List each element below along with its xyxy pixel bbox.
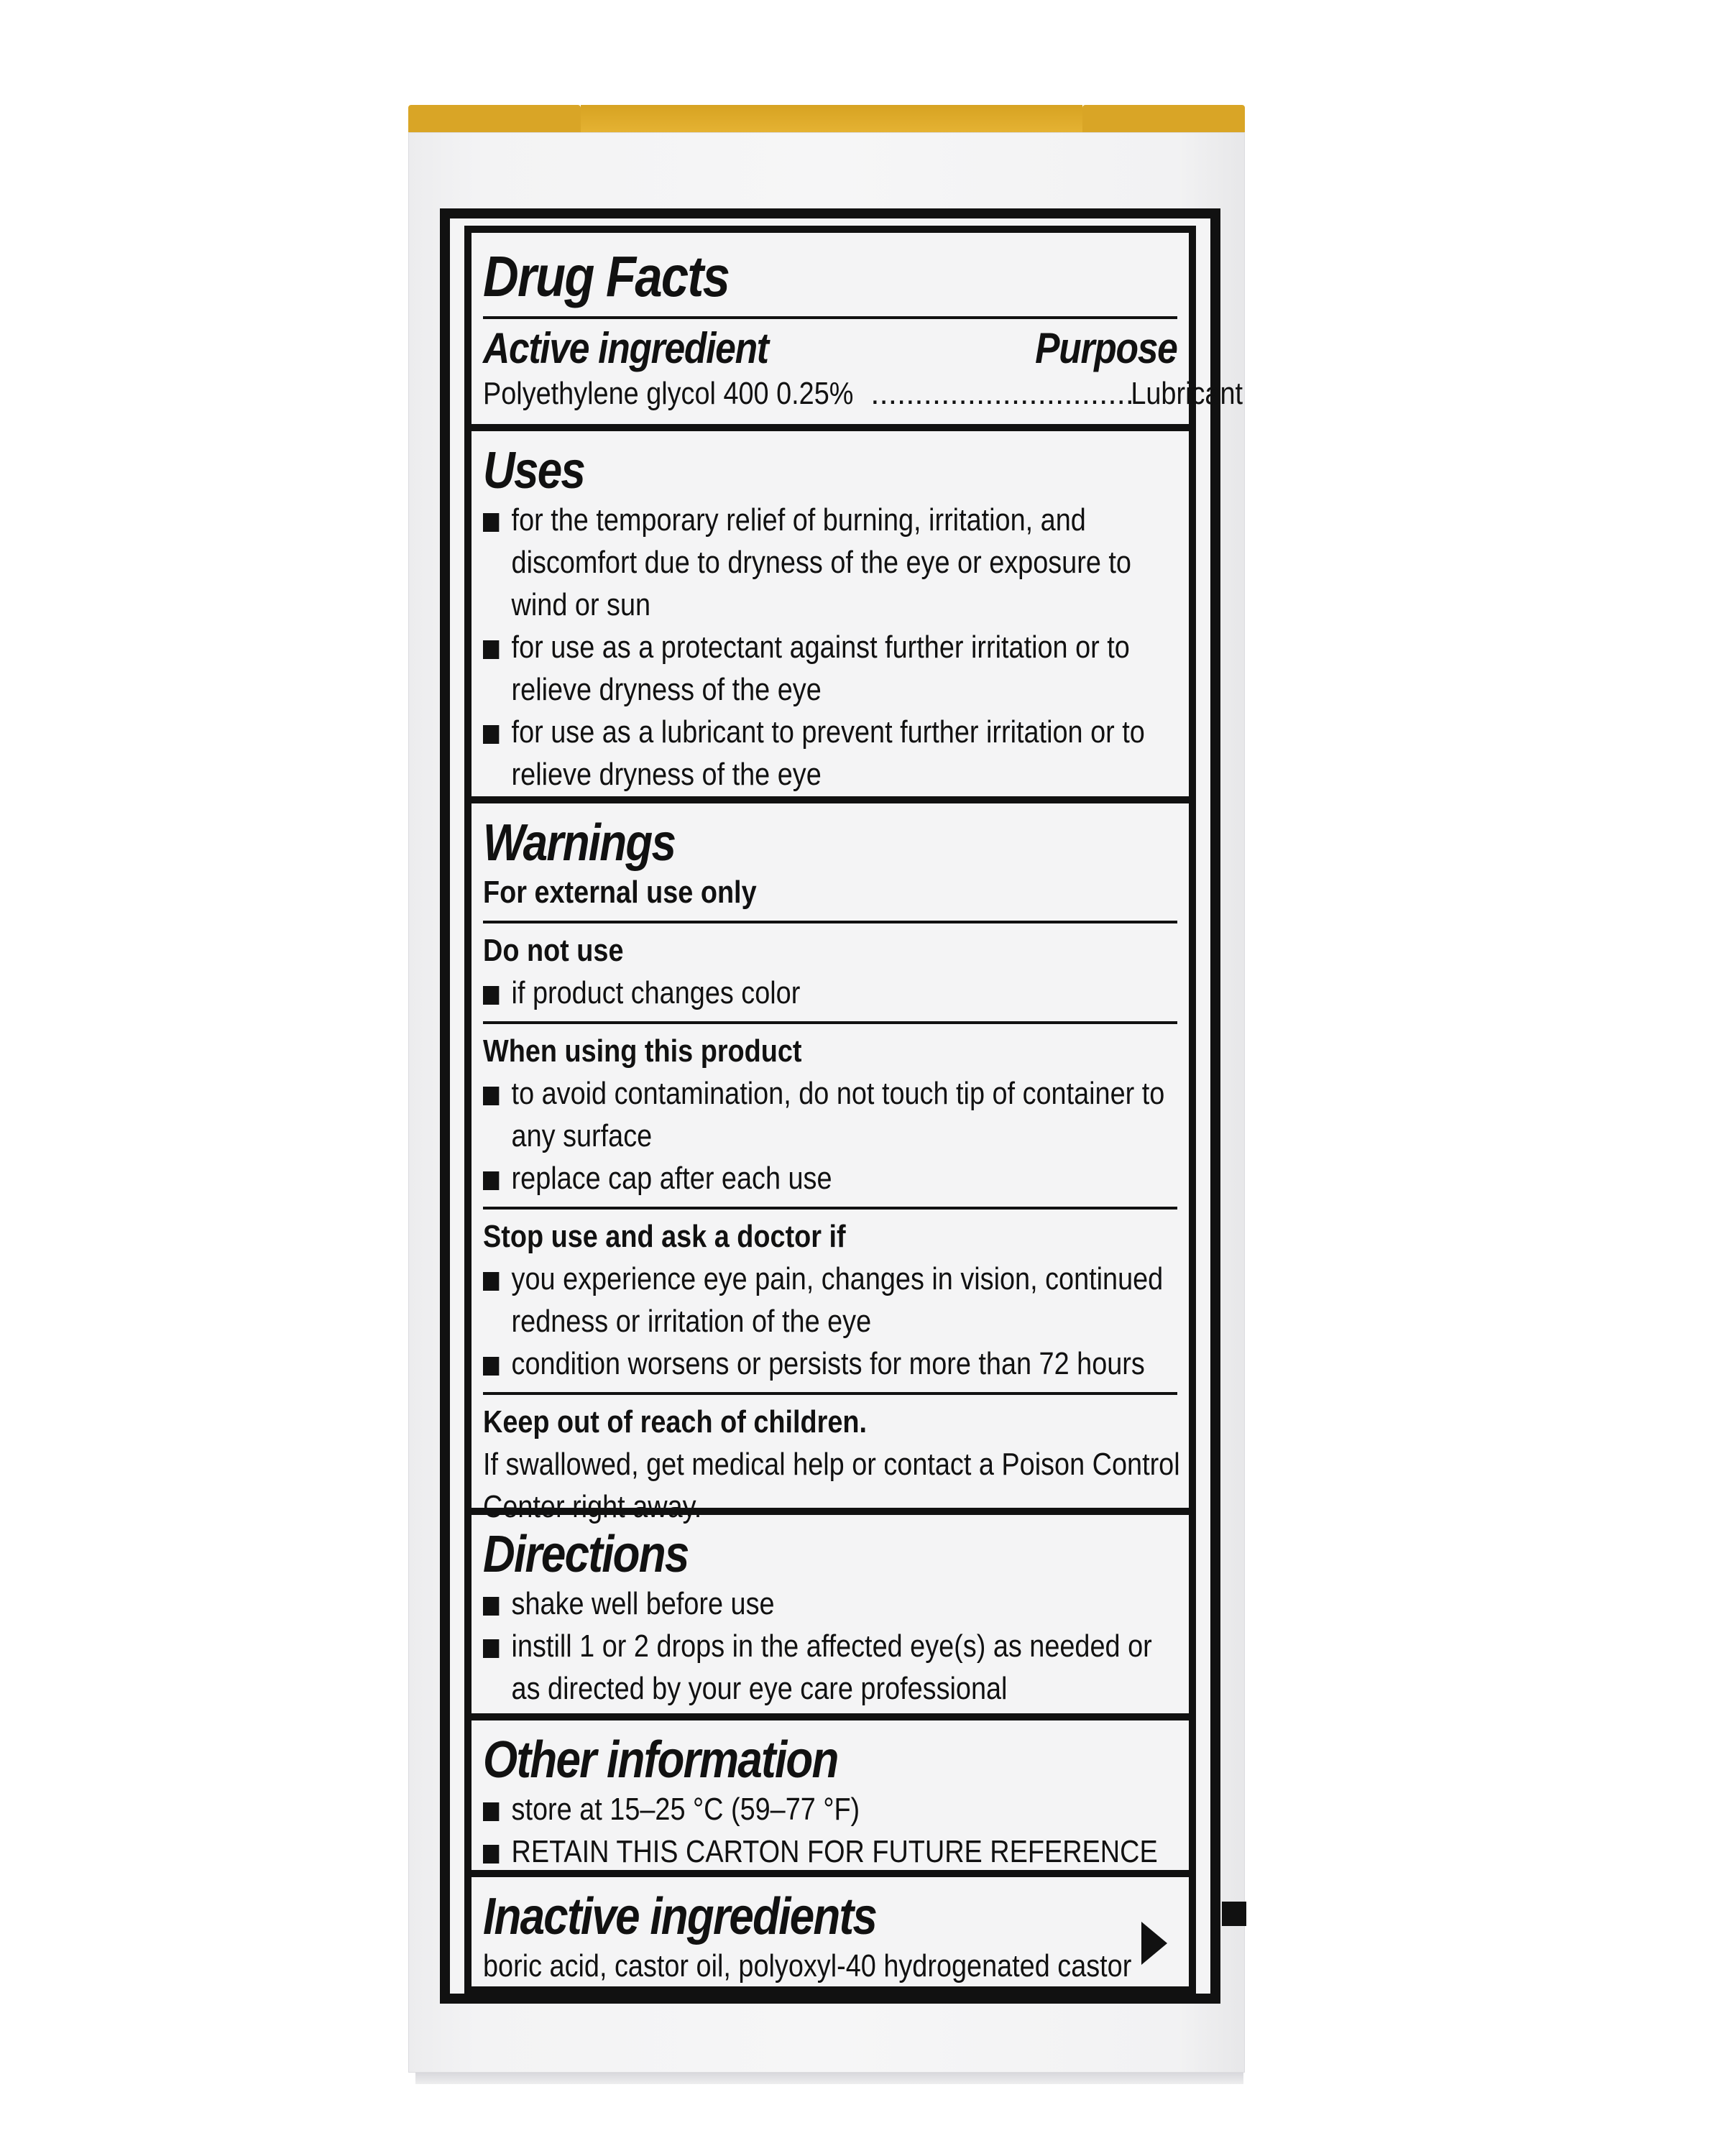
uses-list: [483, 499, 1177, 796]
inactive-ingredients-section: [464, 1870, 1196, 1994]
other-information-section: [464, 1713, 1196, 1877]
drug-facts-title: Drug Facts: [483, 244, 730, 308]
carton-top-flap-left: [408, 105, 581, 132]
divider: [483, 921, 1177, 923]
list-item: for use as a protectant against further irritation or to: [483, 626, 1080, 668]
list-item: shake well before use: [483, 1583, 1080, 1625]
list-item-continued: any surface: [511, 1118, 653, 1153]
list-item: RETAIN THIS CARTON FOR FUTURE REFERENCE: [483, 1830, 1080, 1873]
do-not-use-heading: Do not use: [483, 933, 624, 968]
list-item: you experience eye pain, changes in vision, continued: [483, 1258, 1080, 1300]
divider: [483, 1207, 1177, 1210]
list-item-continued: relieve dryness of the eye: [511, 757, 822, 792]
when-using-heading: When using this product: [483, 1033, 802, 1069]
registration-mark: [1222, 1902, 1246, 1926]
inactive-ingredients-heading: Inactive ingredients: [483, 1888, 877, 1945]
uses-section: [464, 424, 1196, 803]
list-item: to avoid contamination, do not touch tip of container to: [483, 1072, 1080, 1115]
active-ingredient-row: [483, 372, 1243, 415]
list-item: replace cap after each use: [483, 1157, 1080, 1199]
active-ingredient-header-row: [483, 325, 1177, 372]
carton-top-flap-right: [1082, 105, 1245, 132]
active-ingredient-name: Polyethylene glycol 400 0.25%: [483, 376, 854, 411]
list-item: instill 1 or 2 drops in the affected eye(s) as needed or: [483, 1625, 1080, 1667]
other-information-heading: Other information: [483, 1731, 838, 1789]
list-item: condition worsens or persists for more than 72 hours: [483, 1342, 1080, 1385]
list-item: if product changes color: [483, 972, 1080, 1014]
divider: [483, 1021, 1177, 1024]
divider: [483, 1392, 1177, 1395]
active-ingredient-section: [464, 226, 1243, 431]
list-item: store at 15–25 °C (59–77 °F): [483, 1788, 1080, 1830]
drug-facts-panel: [440, 208, 1243, 2004]
directions-heading: Directions: [483, 1526, 689, 1583]
directions-section: [464, 1508, 1196, 1720]
list-item: for the temporary relief of burning, irritation, and: [483, 499, 1080, 541]
active-ingredient-heading: Active ingredient: [483, 324, 768, 372]
list-item-continued: wind or sun: [511, 587, 651, 622]
warnings-heading: Warnings: [483, 814, 676, 872]
keep-out-heading: Keep out of reach of children.: [483, 1404, 868, 1439]
purpose-heading: Purpose: [1035, 324, 1177, 372]
divider: [483, 316, 1177, 319]
uses-heading: Uses: [483, 442, 585, 499]
carton-bottom-edge: [415, 2073, 1243, 2084]
warnings-section: [464, 796, 1196, 1524]
stop-use-heading: Stop use and ask a doctor if: [483, 1219, 846, 1254]
list-item-continued: redness or irritation of the eye: [511, 1304, 872, 1339]
keep-out-text: If swallowed, get medical help or contact a Poison Control: [483, 1447, 1180, 1482]
inactive-ingredients-text: boric acid, castor oil, polyoxyl-40 hydrogenated castor: [483, 1948, 1132, 1984]
keep-out-text: Center right away.: [483, 1489, 702, 1524]
list-item: for use as a lubricant to prevent further irritation or to: [483, 711, 1080, 753]
leader-dots: ..............................: [870, 376, 1135, 411]
continue-arrow-icon: [1141, 1922, 1167, 1965]
active-ingredient-purpose: Lubricant: [1131, 376, 1243, 411]
external-use-line: For external use only: [483, 875, 757, 910]
list-item-continued: as directed by your eye care professional: [511, 1671, 1008, 1706]
list-item-continued: discomfort due to dryness of the eye or exposure to: [511, 545, 1131, 580]
list-item-continued: relieve dryness of the eye: [511, 672, 822, 707]
